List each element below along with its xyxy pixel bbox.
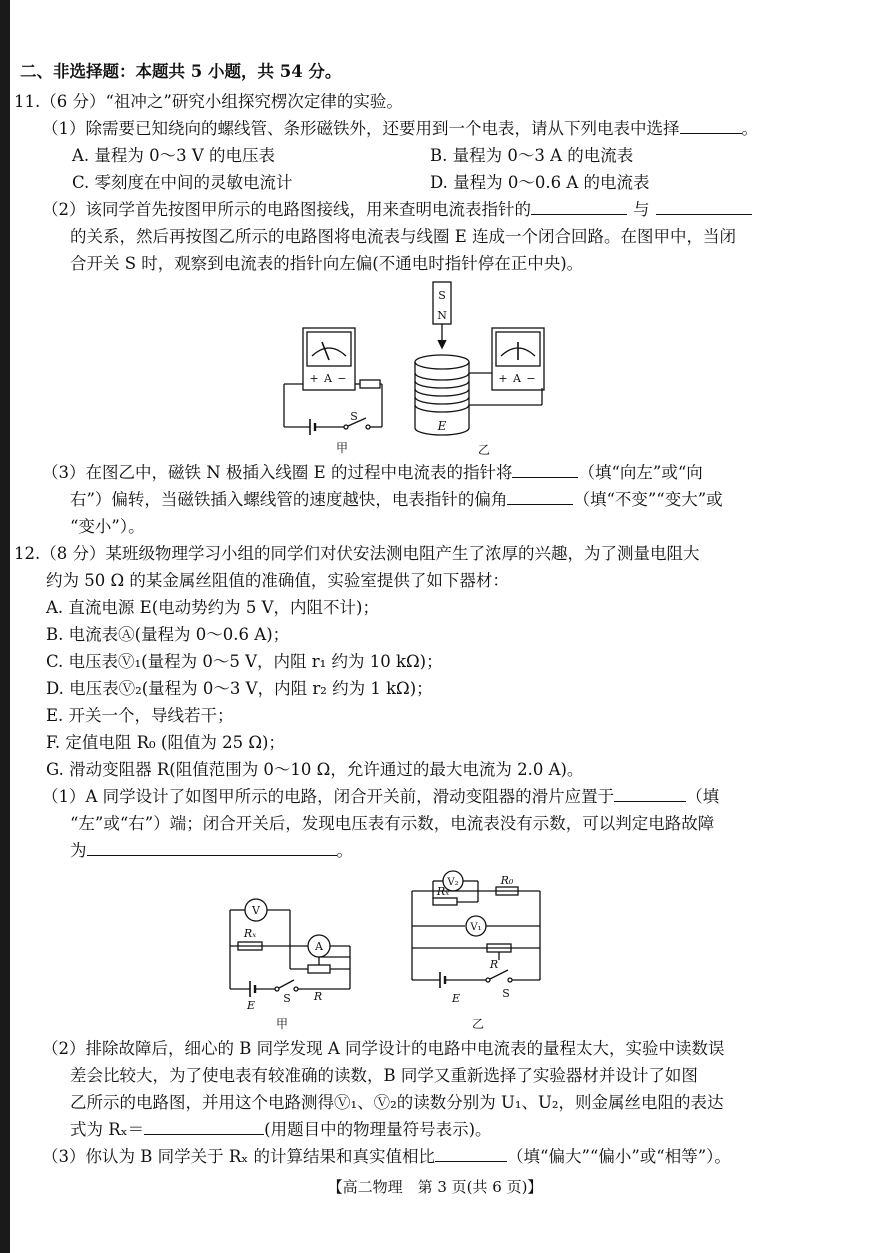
magnet-s-label: S [438, 289, 446, 302]
svg-text:R: R [489, 958, 499, 971]
answer-blank[interactable] [435, 1146, 507, 1162]
section-heading: 二、非选择题：本题共 5 小题，共 54 分。 [20, 62, 342, 81]
answer-blank[interactable] [614, 786, 686, 802]
q11-figure [270, 280, 570, 460]
magnet-n-label: N [437, 309, 447, 322]
svg-text:S: S [502, 987, 510, 1000]
answer-blank[interactable] [656, 199, 752, 215]
svg-text:A: A [513, 372, 521, 385]
q12-part2-line2: 差会比较大，为了使电表有较准确的读数，B 同学又重新选择了实验器材并设计了如图 [70, 1066, 698, 1085]
figure-yi-caption: 乙 [477, 443, 491, 457]
q11-part3-line2: 右”）偏转，当磁铁插入螺线管的速度越快，电表指针的偏角 （填“不变”“变大”或 [70, 490, 723, 509]
scan-edge [0, 0, 10, 1253]
svg-text:+: + [309, 372, 319, 385]
q11-stem: 11.（6 分）“祖冲之”研究小组探究楞次定律的实验。 [14, 92, 403, 111]
q12-item-e: E. 开关一个，导线若干； [46, 706, 234, 725]
q11-option-d: D. 量程为 0～0.6 A 的电流表 [430, 173, 650, 192]
svg-text:R₀: R₀ [500, 874, 514, 887]
q12-part2-line1: （2）排除故障后，细心的 B 同学发现 A 同学设计的电路中电流表的量程太大，实验中读数误 [42, 1039, 725, 1058]
page-footer: 【高二物理 第 3 页(共 6 页)】 [327, 1178, 543, 1196]
answer-blank[interactable] [144, 1119, 264, 1135]
q11-part3-line1: （3）在图乙中，磁铁 N 极插入线圈 E 的过程中电流表的指针将 （填“向左”或“向 [42, 463, 703, 482]
q12-item-f: F. 定值电阻 R₀ (阻值为 25 Ω)； [46, 733, 285, 752]
figure-jia-caption: 甲 [335, 441, 349, 455]
q12-part2-line4: 式为 Rₓ＝ (用题目中的物理量符号表示)。 [70, 1120, 492, 1139]
figure-jia-caption: 甲 [275, 1017, 289, 1031]
q12-item-g: G. 滑动变阻器 R(阻值范围为 0～10 Ω，允许通过的最大电流为 2.0 A)。 [46, 760, 584, 779]
q11-option-b: B. 量程为 0～3 A 的电流表 [430, 146, 634, 165]
q11-part2-line3: 合开关 S 时，观察到电流表的指针向左偏(不通电时指针停在正中央)。 [70, 254, 584, 273]
coil-e-label: E [437, 419, 447, 433]
svg-text:A: A [324, 372, 332, 385]
q12-part3: （3）你认为 B 同学关于 Rₓ 的计算结果和真实值相比 （填“偏大”“偏小”或“相等”）。 [42, 1147, 731, 1166]
answer-blank[interactable] [507, 489, 573, 505]
svg-text:Rₓ: Rₓ [436, 885, 450, 898]
figure-yi-caption: 乙 [471, 1017, 485, 1031]
q12-stem-line2: 约为 50 Ω 的某金属丝阻值的准确值，实验室提供了如下器材： [46, 571, 509, 590]
q12-figure [210, 862, 560, 1034]
q12-part1-line3: 为 。 [70, 841, 353, 860]
q11-part2-line1: （2）该同学首先按图甲所示的电路图接线，用来查明电流表指针的 与 [42, 199, 752, 221]
q11-part2-line2: 的关系，然后再按图乙所示的电路图将电流表与线圈 E 连成一个闭合回路。在图甲中，当闭 [70, 227, 737, 246]
q12-part2-line3: 乙所示的电路图，并用这个电路测得Ⓥ₁、Ⓥ₂的读数分别为 U₁、U₂，则金属丝电阻的表达 [70, 1093, 724, 1112]
q11-part1: （1）除需要已知绕向的螺线管、条形磁铁外，还要用到一个电表，请从下列电表中选择 。 [42, 119, 758, 138]
svg-text:V₁: V₁ [470, 922, 482, 933]
svg-text:+: + [498, 372, 508, 385]
q12-item-a: A. 直流电源 E(电动势约为 5 V，内阻不计)； [46, 598, 379, 617]
answer-blank[interactable] [512, 462, 578, 478]
rheostat-jia [308, 965, 330, 973]
resistor-jia [360, 380, 380, 388]
svg-text:V: V [252, 904, 260, 917]
q11-part3-line3: “变小”）。 [70, 517, 145, 536]
answer-blank[interactable] [531, 199, 627, 215]
svg-text:Rₓ: Rₓ [243, 927, 257, 940]
answer-blank[interactable] [680, 118, 742, 134]
svg-text:E: E [246, 999, 256, 1012]
q11-option-a: A. 量程为 0～3 V 的电压表 [72, 146, 276, 165]
svg-text:−: − [337, 372, 347, 385]
q12-part1-line1: （1）A 同学设计了如图甲所示的电路，闭合开关前，滑动变阻器的滑片应置于 （填 [42, 787, 720, 806]
answer-blank[interactable] [87, 840, 337, 856]
q12-part1-line2: “左”或“右”）端；闭合开关后，发现电压表有示数，电流表没有示数，可以判定电路故障 [70, 814, 715, 833]
q12-item-b: B. 电流表Ⓐ(量程为 0～0.6 A)； [46, 625, 290, 644]
svg-text:−: − [526, 372, 536, 385]
q12-item-d: D. 电压表Ⓥ₂(量程为 0～3 V，内阻 r₂ 约为 1 kΩ)； [46, 679, 433, 698]
q12-stem-line1: 12.（8 分）某班级物理学习小组的同学们对伏安法测电阻产生了浓厚的兴趣，为了测量电阻大 [14, 544, 700, 563]
switch-s-label: S [350, 410, 358, 423]
q11-option-c: C. 零刻度在中间的灵敏电流计 [72, 173, 293, 192]
svg-text:E: E [451, 992, 461, 1005]
svg-text:S: S [283, 992, 291, 1005]
svg-text:R: R [313, 990, 323, 1003]
q12-item-c: C. 电压表Ⓥ₁(量程为 0～5 V，内阻 r₁ 约为 10 kΩ)； [46, 652, 443, 671]
svg-text:A: A [315, 940, 323, 953]
svg-text:V₂: V₂ [447, 877, 459, 888]
